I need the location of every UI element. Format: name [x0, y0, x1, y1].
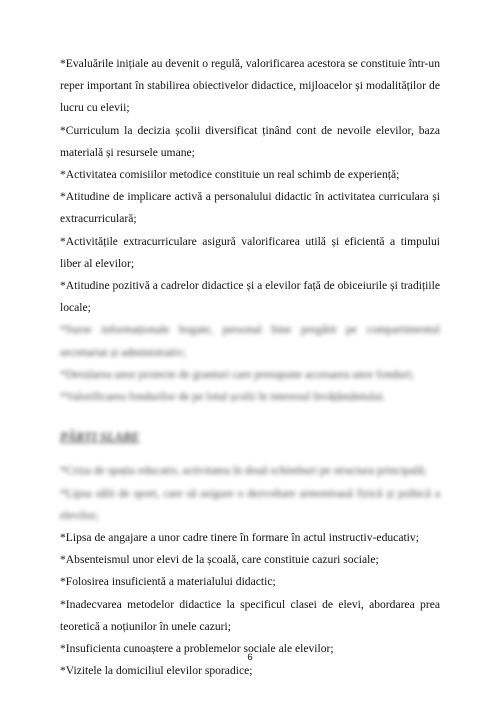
page-number: 6 [247, 652, 253, 663]
weak-point-2: *Lipsa sălii de sport, care să asigure o dezvoltare armonioasă fizică și psihică a elevilor; [60, 486, 440, 522]
weak-point-4: *Absenteismul unor elevi de la școală, care constituie cazuri sociale; [60, 553, 379, 567]
weak-point-6: *Inadecvarea metodelor didactice la specificul clasei de elevi, abordarea prea teoretică a noțiunilor în unele cazuri; [60, 597, 440, 633]
strong-point-1: *Evaluările inițiale au devenit o regulă, valorificarea acestora se constituie într-un reper important în stabilirea obiectivelor didactice, mijloacelor și modalităților de lucru cu elevii; [60, 57, 440, 115]
strong-point-4: *Atitudine de implicare activă a personalului didactic în activitatea curriculara și extracurriculară; [60, 190, 440, 226]
weak-point-7: *Insuficienta cunoaștere a problemelor sociale ale elevilor; [60, 642, 334, 656]
strong-point-9: *Valorificarea fondurilor de pe lotul școlii în interesul învățământului. [60, 390, 386, 404]
body-text [60, 53, 440, 682]
strong-point-6: *Atitudine pozitivă a cadrelor didactice și a elevilor față de obiceiurile și tradițiile locale; [60, 279, 440, 315]
strong-point-2: *Curriculum la decizia școlii diversificat ținând cont de nevoile elevilor, baza materială și resursele umane; [60, 123, 440, 159]
weak-point-3: *Lipsa de angajare a unor cadre tinere în formare în actul instructiv-educativ; [60, 531, 419, 545]
strong-point-8: *Derularea unor proiecte de granturi care presupune accesarea unor fonduri; [60, 367, 414, 381]
weak-point-5: *Folosirea insuficientă a materialului didactic; [60, 575, 276, 589]
strong-point-5: *Activitățile extracurriculare asigură valorificarea utilă și eficientă a timpului liber al elevilor; [60, 234, 440, 270]
weak-point-8: *Vizitele la domiciliul elevilor sporadice; [60, 664, 253, 678]
strong-point-3: *Activitatea comisiilor metodice constituie un real schimb de experiență; [60, 168, 400, 182]
weak-point-1: *Criza de spațiu educativ, activitatea în două schimburi pe structura principală; [60, 464, 427, 478]
weak-points-heading: PĂRȚI SLABE [60, 430, 140, 445]
strong-point-7: *Surse informaționale bogate, personal bine pregătit pe compartimentul secretariat și administrativ; [60, 323, 440, 359]
